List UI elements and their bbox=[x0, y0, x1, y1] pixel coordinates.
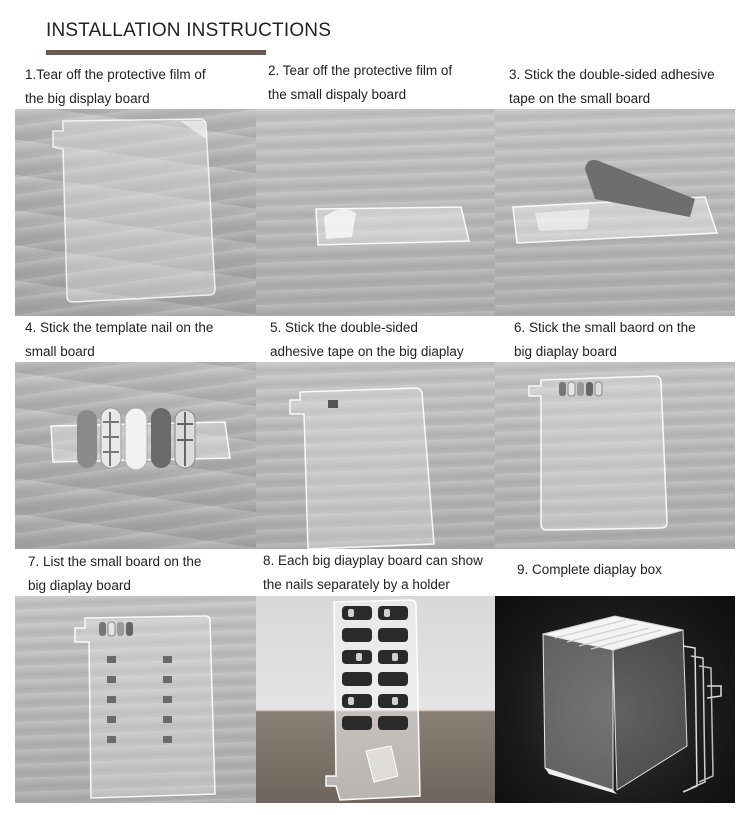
step-3-caption bbox=[509, 63, 715, 111]
step-6-photo bbox=[495, 362, 735, 549]
step-3-line-1: 3. Stick the double-sided adhesive bbox=[509, 67, 715, 82]
step-6-line-2: big diaplay board bbox=[514, 344, 617, 359]
step-1-caption bbox=[25, 63, 206, 111]
step-7-line-1: 7. List the small board on the bbox=[28, 554, 202, 569]
step-9-line-1: 9. Complete diaplay box bbox=[517, 562, 662, 577]
step-8-line-1: 8. Each big diayplay board can show bbox=[263, 553, 483, 568]
step-8-photo bbox=[256, 596, 495, 803]
step-8-line-2: the nails separately by a holder bbox=[263, 577, 450, 592]
step-4-line-2: small board bbox=[25, 344, 95, 359]
step-7-photo bbox=[15, 596, 256, 803]
step-3-photo bbox=[495, 109, 735, 316]
step-5-line-1: 5. Stick the double-sided bbox=[270, 320, 418, 335]
step-1-line-2: the big display board bbox=[25, 91, 150, 106]
step-7-line-2: big diaplay board bbox=[28, 578, 131, 593]
title-underline bbox=[46, 50, 266, 55]
step-6-line-1: 6. Stick the small baord on the bbox=[514, 320, 696, 335]
step-2-caption bbox=[268, 59, 452, 107]
step-9-photo bbox=[495, 596, 735, 803]
step-4-caption bbox=[25, 316, 213, 364]
step-5-caption bbox=[270, 316, 464, 364]
step-9-caption bbox=[517, 558, 662, 582]
step-2-photo bbox=[256, 109, 495, 316]
step-4-line-1: 4. Stick the template nail on the bbox=[25, 320, 214, 335]
page-title: INSTALLATION INSTRUCTIONS bbox=[46, 20, 332, 41]
step-5-photo bbox=[256, 362, 495, 549]
step-2-line-2: the small dispaly board bbox=[268, 87, 407, 102]
step-6-caption bbox=[514, 316, 696, 364]
step-4-photo bbox=[15, 362, 256, 549]
step-1-photo bbox=[15, 109, 256, 316]
step-2-line-1: 2. Tear off the protective film of bbox=[268, 63, 453, 78]
step-7-caption bbox=[28, 550, 201, 598]
step-5-line-2: adhesive tape on the big diaplay bbox=[270, 344, 464, 359]
step-1-line-1: 1.Tear off the protective film of bbox=[25, 67, 206, 82]
step-8-caption bbox=[263, 549, 483, 597]
step-3-line-2: tape on the small board bbox=[509, 91, 651, 106]
